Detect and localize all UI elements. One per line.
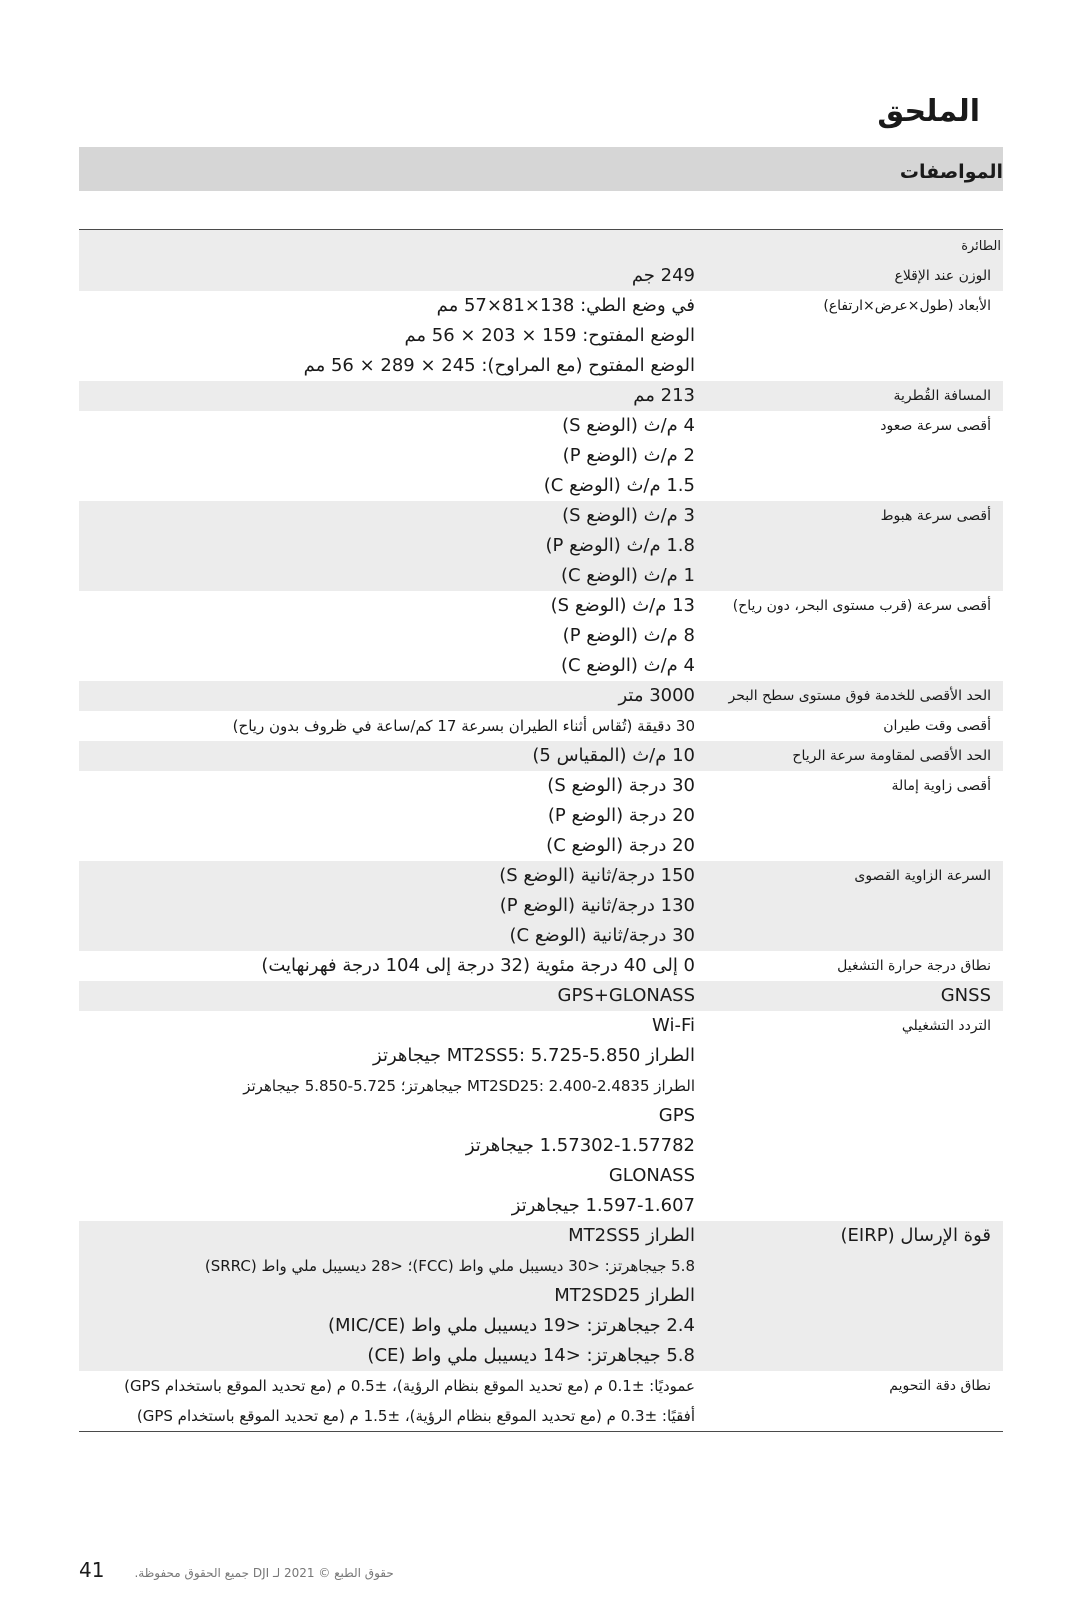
spec-value-line: الطراز MT2SS5: 5.725-5.850 جيجاهرتز [373,1045,695,1066]
section-header [79,147,1003,191]
spec-value-line: 150 درجة/ثانية (الوضع S) [499,865,695,886]
spec-value-line: 249 جم [631,265,695,286]
spec-value [79,711,707,741]
spec-value [79,771,707,861]
spec-value-line: 130 درجة/ثانية (الوضع P) [499,895,695,916]
spec-value-line: الطراز MT2SD25: 2.400-2.4835 جيجاهرتز؛ 5.725-5.850 جيجاهرتز [243,1077,695,1095]
spec-row [79,411,1003,501]
spec-label: الحد الأقصى لمقاومة سرعة الرياح [792,748,991,764]
spec-value [79,1371,707,1431]
spec-row [79,741,1003,771]
spec-value-line: 4 م/ث (الوضع C) [560,655,695,676]
spec-row [79,681,1003,711]
spec-value-line: 30 درجة/ثانية (الوضع C) [509,925,695,946]
spec-value [79,411,707,501]
spec-value-line: 1.57302-1.57782 جيجاهرتز [465,1135,695,1156]
spec-value [79,741,707,771]
spec-value-line: GPS+GLONASS [557,985,695,1006]
spec-value-line: الطراز MT2SS5 [568,1225,695,1246]
spec-label: أقصى سرعة صعود [880,418,991,434]
spec-value [79,381,707,411]
spec-value-line: 5.8 جيجاهرتز: <30 ديسيبل ملي واط (FCC)؛ <28 ديسيبل ملي واط (SRRC) [204,1257,695,1275]
spec-value-line: 10 م/ث (المقياس 5) [532,745,695,766]
spec-label: المسافة القُطرية [893,388,991,404]
spec-value-line: 1.5 م/ث (الوضع C) [543,475,695,496]
spec-label: أقصى سرعة هبوط [880,508,991,524]
spec-row [79,771,1003,861]
category-row: الطائرة [79,230,1003,261]
spec-label: الوزن عند الإقلاع [894,268,991,284]
spec-value [79,261,707,291]
spec-label: GNSS [940,985,991,1006]
spec-value-line: أفقيًا: ±0.3 م (مع تحديد الموقع بنظام الرؤية)، ±1.5 م (مع تحديد الموقع باستخدام GPS) [136,1407,695,1425]
spec-row [79,381,1003,411]
spec-row [79,1371,1003,1431]
spec-value [79,591,707,681]
spec-value-line: 2.4 جيجاهرتز: <19 ديسيبل ملي واط (MIC/CE) [327,1315,695,1336]
spec-value-line: Wi-Fi [652,1015,695,1036]
spec-label: قوة الإرسال (EIRP) [840,1225,991,1246]
spec-row [79,1011,1003,1221]
spec-value [79,861,707,951]
spec-label: أقصى سرعة (قرب مستوى البحر، دون رياح) [732,598,991,614]
spec-value-line: الوضع المفتوح (مع المراوح): 245 × 289 × 56 مم [303,355,695,376]
spec-label: أقصى وقت طيران [883,718,991,734]
spec-value-line: في وضع الطي: 138×81×57 مم [436,295,695,316]
spec-value [79,291,707,381]
spec-value [79,1011,707,1221]
page-number: 41 [79,1558,105,1582]
spec-value-line: 2 م/ث (الوضع P) [562,445,695,466]
spec-value-line: 1 م/ث (الوضع C) [560,565,695,586]
spec-label: أقصى زاوية إمالة [891,778,991,794]
spec-label: نطاق دقة التحويم [889,1378,991,1394]
spec-value-line: الطراز MT2SD25 [554,1285,695,1306]
spec-value-line: 1.597-1.607 جيجاهرتز [511,1195,695,1216]
spec-label: التردد التشغيلي [901,1018,991,1034]
spec-row [79,591,1003,681]
page-footer [79,1558,394,1582]
spec-value-line: 0 إلى 40 درجة مئوية (32 درجة إلى 104 درجة فهرنهايت) [261,955,695,976]
spec-value [79,981,707,1011]
spec-value [79,501,707,591]
spec-value-line: 20 درجة (الوضع P) [547,805,695,826]
spec-value-line: 8 م/ث (الوضع P) [562,625,695,646]
spec-row [79,1221,1003,1371]
spec-value-line: 5.8 جيجاهرتز: <14 ديسيبل ملي واط (CE) [367,1345,695,1366]
spec-value-line: GLONASS [608,1165,695,1186]
spec-value-line: 13 م/ث (الوضع S) [550,595,695,616]
section-title: المواصفات [899,161,1003,183]
spec-value-line: الوضع المفتوح: 159 × 203 × 56 مم [404,325,695,346]
spec-value-line: 1.8 م/ث (الوضع P) [545,535,695,556]
spec-row [79,261,1003,291]
spec-row [79,861,1003,951]
spec-table [79,229,1003,1432]
spec-value-line: عموديًا: ±0.1 م (مع تحديد الموقع بنظام الرؤية)، ±0.5 م (مع تحديد الموقع باستخدام GPS) [124,1377,695,1395]
spec-row [79,711,1003,741]
spec-row [79,501,1003,591]
spec-label: الحد الأقصى للخدمة فوق مستوى سطح البحر [728,688,991,704]
spec-row [79,981,1003,1011]
spec-value-line: 3 م/ث (الوضع S) [562,505,695,526]
spec-row [79,291,1003,381]
spec-value [79,681,707,711]
spec-value-line: 213 مم [633,385,695,406]
page-title: الملحق [877,94,980,129]
spec-label: نطاق درجة حرارة التشغيل [837,958,991,974]
spec-value-line: 30 دقيقة (تُقاس أثناء الطيران بسرعة 17 كم/ساعة في ظروف بدون رياح) [232,717,695,735]
spec-label: الأبعاد (طول×عرض×ارتفاع) [823,298,991,314]
spec-value-line: 20 درجة (الوضع C) [546,835,695,856]
spec-value [79,1221,707,1371]
copyright-text: حقوق الطبع © 2021 لـ DJI جميع الحقوق محفوظة. [134,1566,394,1580]
spec-value-line: 30 درجة (الوضع S) [547,775,695,796]
spec-value-line: 4 م/ث (الوضع S) [562,415,695,436]
spec-row [79,951,1003,981]
spec-label: السرعة الزاوية القصوى [854,868,991,884]
spec-value-line: GPS [658,1105,695,1126]
spec-value-line: 3000 متر [618,685,695,706]
spec-value [79,951,707,981]
